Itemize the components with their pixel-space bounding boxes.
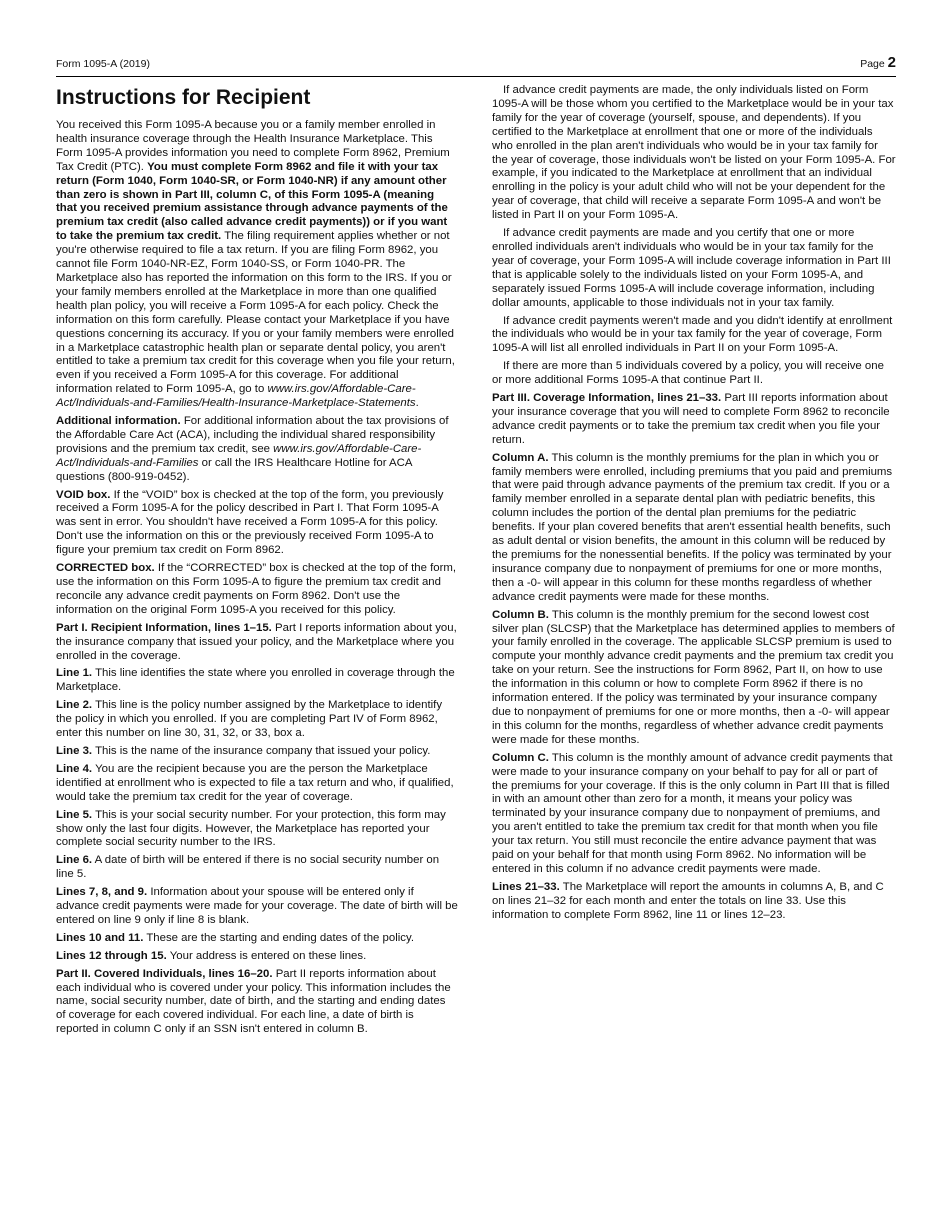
page-header [56, 54, 896, 74]
additional-information-text: For additional information about the tax provisions of the Affordable Care Act (ACA), including the individual shared responsibility provisions and the premium tax credit, see [56, 415, 449, 455]
lines-12-15-heading: Lines 12 through 15. [56, 949, 167, 962]
intro-end: . [415, 397, 419, 410]
column-a-paragraph [492, 452, 896, 605]
intro-bold-text: You must complete Form 8962 and file it with your tax return (Form 1040, Form 1040-SR, or Form 1040-NR) if any amount other than zero is shown in Part III, column C, of this Form 1095-A (meaning that you received premium assistance through advance payments of the premium tax credit (also called advance credit payments)) or if you want to take the premium tax credit. [56, 160, 448, 243]
intro-text-2: The filing requirement applies whether or not you're otherwise required to file a tax return. If you are filing Form 8962, you cannot file Form 1040-NR-EZ, Form 1040-SS, or Form 1040-PR. The Marketplace also has reported the information on this form to the IRS. If you or your family members enrolled at the Marketplace in more than one qualified health plan policy, you will receive a Form 1095-A for each policy. Check the information on this form carefully. Please contact your Marketplace if you have questions concerning its accuracy. If you or your family members were enrolled in a Marketplace catastrophic health plan or separate dental policy, you aren't entitled to take a premium tax credit for this coverage when you file your return, even if you received a Form 1095-A for this coverage. For additional information related to Form 1095-A, go to [56, 230, 455, 396]
column-b-paragraph [492, 609, 896, 748]
line-2-paragraph [56, 699, 458, 741]
header-rule [56, 76, 896, 77]
lines-12-15-text: Your address is entered on these lines. [169, 949, 367, 962]
tax-family-paragraph-2: If advance credit payments are made and you certify that one or more enrolled individuals aren't individuals who would be in your tax family for the year of coverage, your Form 1095-A will include coverage information in Part III that is applicable solely to the individuals listed on your Form 1095-A, and separately issued Forms 1095-A will include coverage information, including dollar amounts, applicable to those individuals not in your tax family. [492, 227, 891, 309]
page-number: 2 [887, 54, 896, 71]
column-c-text: This column is the monthly amount of advance credit payments that were made to your insurance company on your behalf to pay for all or part of the premiums for your coverage. If this is the only column in Part III that is filled in with an amount other than zero for a month, it means your policy was terminated by your insurance company due to nonpayment of premiums, and you aren't entitled to take the premium tax credit for that month when you file your tax return. You still must reconcile the entire advance payment that was paid on your behalf for that month using Form 8962. No information will be entered in this column if no advance credit payments were made. [492, 751, 893, 875]
lines-21-33-text: The Marketplace will report the amounts in columns A, B, and C on lines 21–32 for each month and enter the totals on line 33. Use this information to complete Form 8962, line 11 or lines 12–23. [492, 880, 884, 921]
right-column [492, 84, 896, 927]
part-1-text: Part I reports information about you, the insurance company that issued your policy, and the Marketplace where you enrolled in the coverage. [56, 621, 457, 662]
line-4-text: You are the recipient because you are the person the Marketplace identified at enrollment who is expected to file a tax return and who, if qualified, would take the premium tax credit for the year of coverage. [56, 762, 454, 803]
part-2-paragraph [56, 968, 458, 1038]
line-1-paragraph [56, 667, 458, 695]
lines-7-9-heading: Lines 7, 8, and 9. [56, 886, 148, 899]
line-6-heading: Line 6. [56, 854, 93, 867]
line-6-paragraph [56, 854, 458, 882]
part-2-text: Part II reports information about each individual who is covered under your policy. This information includes the name, social security number, date of birth, and the starting and ending dates of coverage for each covered individual. For each line, a date of birth is reported in column C only if an SSN isn't entered in column B. [56, 967, 451, 1036]
tax-family-paragraph-3: If advance credit payments weren't made and you didn't identify at enrollment the individuals who would be in your tax family for the year of coverage, Form 1095-A will list all enrolled individuals in Part II on your Form 1095-A. [492, 314, 893, 355]
line-4-paragraph [56, 763, 458, 805]
more-than-five-paragraph: If there are more than 5 individuals covered by a policy, you will receive one or more additional Forms 1095-A that continue Part II. [492, 360, 884, 387]
void-box-paragraph [56, 489, 458, 559]
lines-12-15-paragraph [56, 950, 458, 964]
corrected-box-paragraph [56, 562, 458, 618]
lines-10-11-heading: Lines 10 and 11. [56, 931, 144, 944]
void-box-text: If the “VOID” box is checked at the top of the form, you previously received a Form 1095-A for the policy described in Part I. That Form 1095-A was sent in error. You shouldn't have received a Form 1095-A for this policy. Don't use the information on this or the previously received Form 1095-A to figure your premium tax credit on Form 8962. [56, 488, 444, 557]
line-6-text: A date of birth will be entered if there is no social security number on line 5. [56, 854, 440, 881]
lines-7-9-text: Information about your spouse will be entered only if advance credit payments were made for your coverage. The date of birth will be entered on line 9 only if line 8 is blank. [56, 886, 458, 926]
line-3-paragraph [56, 745, 458, 759]
part-1-heading: Part I. Recipient Information, lines 1–15. [56, 621, 272, 634]
column-c-paragraph [492, 752, 896, 877]
intro-link: www.irs.gov/Affordable-Care-Act/Individuals-and-Families/Health-Insurance-Marketplace-Statements [56, 383, 416, 410]
line-4-heading: Line 4. [56, 762, 93, 775]
line-5-text: This is your social security number. For your protection, this form may show only the last four digits. However, the Marketplace has reported your complete social security number to the IRS. [56, 808, 446, 849]
part-3-paragraph [492, 392, 896, 448]
void-box-heading: VOID box. [56, 488, 111, 501]
additional-information-paragraph [56, 415, 458, 485]
part-3-text: Part III reports information about your insurance coverage that you will need to complete Form 8962 to reconcile advance credit payments or to take the premium tax credit when you file your return. [492, 392, 890, 446]
line-3-heading: Line 3. [56, 744, 93, 757]
left-column [56, 84, 458, 1041]
intro-text-1: You received this Form 1095-A because you or a family member enrolled in health insurance coverage through the Health Insurance Marketplace. This Form 1095-A provides information you need to complete Form 8962, Premium Tax Credit (PTC). [56, 119, 450, 173]
column-b-heading: Column B. [492, 608, 549, 621]
column-a-text: This column is the monthly premiums for the plan in which you or family members were enrolled, including premiums that you paid and premiums that were paid through advance payments of the premium tax credit. If you or a family member enrolled in a separate dental plan with pediatric benefits, this column includes the portion of the dental plan premiums for the pediatric benefits. If your plan covered benefits that aren't essential health benefits, such as adult dental or vision benefits, the amount in this column will be reduced by the premiums for the nonessential benefits. If the policy was terminated by your insurance company due to nonpayment of premiums for one or more months, then a -0- will appear in this column for these months regardless of whether advance credit payments were made for these months. [492, 451, 893, 603]
lines-7-9-paragraph [56, 886, 458, 928]
additional-information-end: or call the IRS Healthcare Hotline for ACA questions (800-919-0452). [56, 456, 412, 483]
column-c-heading: Column C. [492, 751, 549, 764]
lines-21-33-heading: Lines 21–33. [492, 880, 560, 893]
lines-21-33-paragraph [492, 881, 896, 923]
part-1-paragraph [56, 622, 458, 664]
intro-paragraph [56, 119, 458, 411]
lines-10-11-paragraph [56, 932, 458, 946]
corrected-box-heading: CORRECTED box. [56, 562, 155, 575]
form-label: Form 1095-A (2019) [56, 58, 150, 70]
page-word: Page [860, 58, 885, 70]
column-b-text: This column is the monthly premium for the second lowest cost silver plan (SLCSP) that the Marketplace has determined applies to members of your family enrolled in the coverage. The applicable SLCSP premium is used to compute your monthly advance credit payments and the premium tax credit you take on your return. See the instructions for Form 8962, Part II, on how to use the information in this column or how to complete Form 8962 if there is no information entered. If the policy was terminated by your insurance company due to nonpayment of premiums for one or more months, then a -0- will appear in this column for the months, regardless of whether advance credit payments were made for these months. [492, 608, 895, 746]
additional-information-link: www.irs.gov/Affordable-Care-Act/Individuals-and-Families [56, 442, 422, 469]
line-2-text: This line is the policy number assigned by the Marketplace to identify the policy in which you enrolled. If you are completing Part IV of Form 8962, enter this number on line 30, 31, 32, or 33, box a. [56, 699, 443, 740]
line-3-text: This is the name of the insurance company that issued your policy. [95, 744, 431, 757]
line-1-text: This line identifies the state where you enrolled in coverage through the Marketplace. [56, 667, 455, 694]
line-5-paragraph [56, 809, 458, 851]
part-2-heading: Part II. Covered Individuals, lines 16–20. [56, 967, 273, 980]
line-5-heading: Line 5. [56, 808, 93, 821]
line-2-heading: Line 2. [56, 699, 93, 712]
page-title: Instructions for Recipient [56, 86, 311, 109]
tax-family-paragraph-1: If advance credit payments are made, the only individuals listed on Form 1095-A will be those whom you certified to the Marketplace would be in your tax family for the year of coverage (yourself, spouse, and dependents). If you certified to the Marketplace at enrollment that one or more of the individuals who enrolled in the plan aren't individuals who would be in your tax family for the year of coverage, those individuals won't be listed on your Form 1095-A. For example, if you indicated to the Marketplace at enrollment that an individual enrolling in the policy is your adult child who will not be your dependent for the year of coverage, that child will receive a separate Form 1095-A and won't be listed in Part II on your Form 1095-A. [492, 84, 896, 222]
page-indicator [860, 54, 896, 71]
additional-information-heading: Additional information. [56, 415, 181, 428]
column-a-heading: Column A. [492, 451, 549, 464]
line-1-heading: Line 1. [56, 667, 93, 680]
lines-10-11-text: These are the starting and ending dates of the policy. [146, 931, 414, 944]
part-3-heading: Part III. Coverage Information, lines 21–33. [492, 392, 722, 405]
corrected-box-text: If the “CORRECTED” box is checked at the top of the form, use the information on this Form 1095-A to figure the premium tax credit and reconcile any advance credit payments on Form 8962. Don't use the information on the original Form 1095-A you received for this policy. [56, 562, 457, 616]
